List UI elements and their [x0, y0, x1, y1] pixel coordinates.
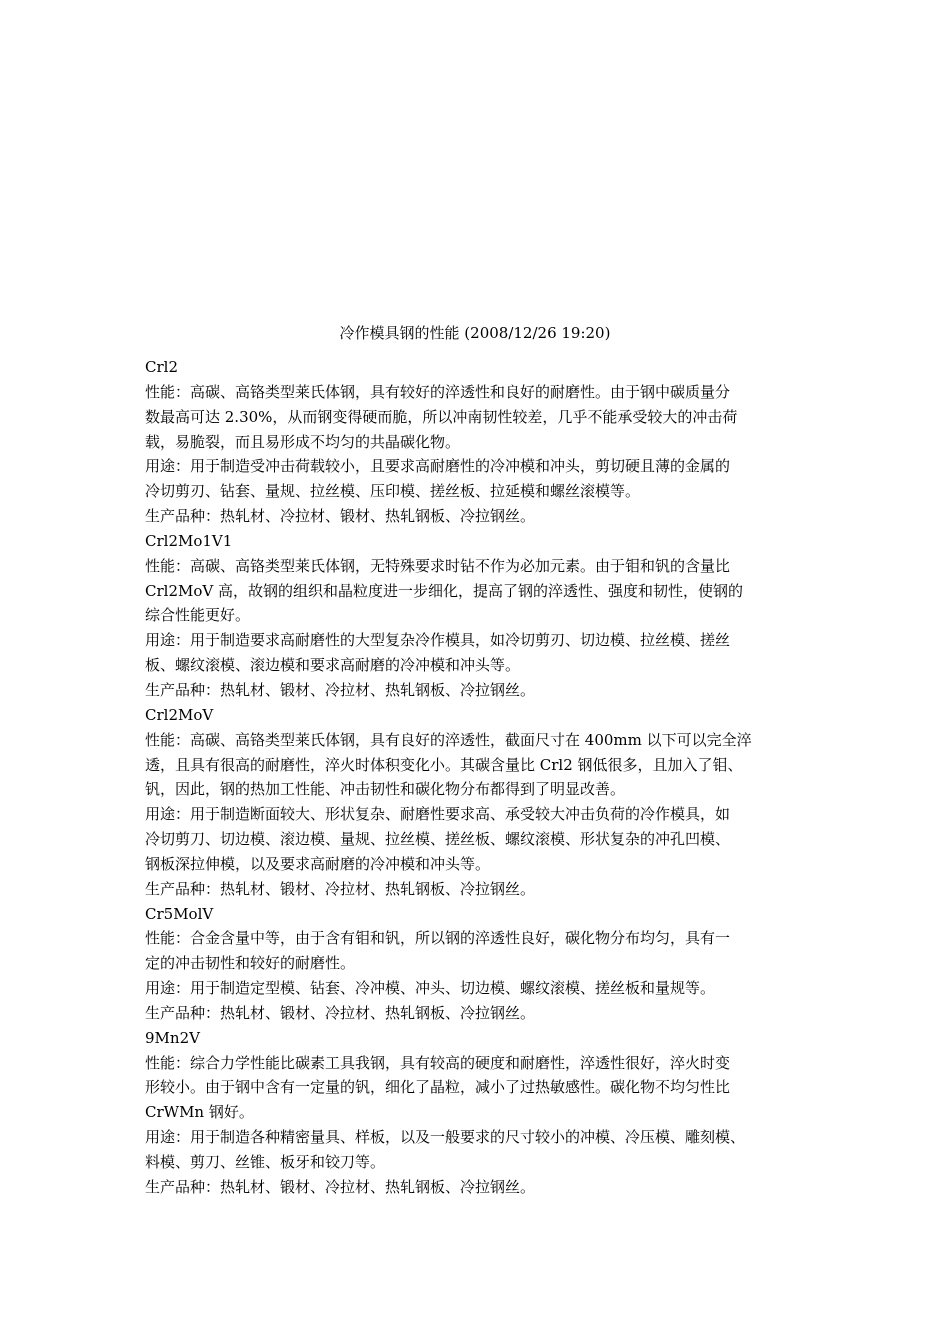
paragraph-line: 形较小。由于钢中含有一定量的钒，细化了晶粒，减小了过热敏感性。碳化物不均匀性比 — [145, 1078, 731, 1097]
paragraph-line: 钢板深拉伸模，以及要求高耐磨的冷冲模和冲头等。 — [145, 854, 491, 873]
paragraph-line: 性能：高碳、高铬类型莱氏体钢，具有较好的淬透性和良好的耐磨性。由于钢中碳质量分 — [145, 382, 731, 401]
steel-grade-heading: Crl2 — [145, 358, 178, 376]
paragraph-line: 性能：高碳、高铬类型莱氏体钢，具有良好的淬透性，截面尺寸在 400mm 以下可以完全淬 — [145, 730, 752, 749]
paragraph-line: 透，且具有很高的耐磨性，淬火时体积变化小。其碳含量比 Crl2 钢低很多，且加入了钼、 — [145, 755, 743, 774]
paragraph-line: 用途：用于制造各种精密量具、样板，以及一般要求的尺寸较小的冲模、冷压模、雕刻模、 — [145, 1128, 746, 1147]
paragraph-line: Crl2MoV 高，故钢的组织和晶粒度进一步细化，提高了钢的淬透性、强度和韧性，使钢的 — [145, 581, 743, 600]
paragraph-line: 性能：高碳、高铬类型莱氏体钢，无特殊要求时钻不作为必加元素。由于钼和钒的含量比 — [145, 556, 731, 575]
paragraph-line: 综合性能更好。 — [145, 606, 251, 625]
steel-grade-heading: Cr5MolV — [145, 904, 214, 923]
paragraph-line: 生产品种：热轧材、锻材、冷拉材、热轧钢板、冷拉钢丝。 — [145, 879, 536, 898]
paragraph-line: 板、螺纹滚模、滚边模和要求高耐磨的冷冲模和冲头等。 — [145, 656, 521, 675]
paragraph-line: 生产品种：热轧材、锻材、冷拉材、热轧钢板、冷拉钢丝。 — [145, 1003, 536, 1022]
document-title: 冷作模具钢的性能 (2008/12/26 19:20) — [339, 324, 611, 342]
steel-grade-heading: Crl2MoV — [145, 705, 214, 724]
paragraph-line: 定的冲击韧性和较好的耐磨性。 — [145, 954, 356, 973]
paragraph-line: 用途：用于制造断面较大、形状复杂、耐磨性要求高、承受较大冲击负荷的冷作模具，如 — [145, 805, 731, 824]
paragraph-line: 数最高可达 2.30%，从而钢变得硬而脆，所以冲南韧性较差，几乎不能承受较大的冲击荷 — [145, 407, 738, 426]
paragraph-line: 生产品种：热轧材、锻材、冷拉材、热轧钢板、冷拉钢丝。 — [145, 680, 536, 699]
paragraph-line: 生产品种：热轧材、冷拉材、锻材、热轧钢板、冷拉钢丝。 — [145, 507, 536, 526]
paragraph-line: CrWMn 钢好。 — [145, 1103, 254, 1122]
steel-grade-heading: 9Mn2V — [145, 1028, 200, 1047]
paragraph-line: 冷切剪刃、钻套、量规、拉丝模、压印模、搓丝板、拉延模和螺丝滚模等。 — [145, 482, 641, 501]
steel-grade-heading: Crl2Mo1V1 — [145, 531, 233, 550]
paragraph-line: 用途：用于制造受冲击荷载较小，且要求高耐磨性的冷冲模和冲头，剪切硬且薄的金属的 — [145, 457, 731, 476]
paragraph-line: 用途：用于制造要求高耐磨性的大型复杂冷作模具，如冷切剪刃、切边模、拉丝模、搓丝 — [145, 631, 731, 650]
paragraph-line: 生产品种：热轧材、锻材、冷拉材、热轧钢板、冷拉钢丝。 — [145, 1177, 536, 1196]
paragraph-line: 性能：合金含量中等，由于含有钼和钒，所以钢的淬透性良好，碳化物分布均匀，具有一 — [145, 929, 731, 948]
paragraph-line: 载，易脆裂，而且易形成不均匀的共晶碳化物。 — [145, 432, 461, 451]
paragraph-line: 钒，因此，钢的热加工性能、冲击韧性和碳化物分布都得到了明显改善。 — [145, 780, 626, 799]
paragraph-line: 性能：综合力学性能比碳素工具我钢，具有较高的硬度和耐磨性，淬透性很好，淬火时变 — [145, 1053, 731, 1072]
paragraph-line: 料模、剪刀、丝锥、板牙和铰刀等。 — [145, 1153, 386, 1171]
paragraph-line: 冷切剪刀、切边模、滚边模、量规、拉丝模、搓丝板、螺纹滚模、形状复杂的冲孔凹模、 — [145, 830, 731, 849]
document-body — [145, 355, 810, 1200]
paragraph-line: 用途：用于制造定型模、钻套、冷冲模、冲头、切边模、螺纹滚模、搓丝板和量规等。 — [145, 979, 716, 998]
